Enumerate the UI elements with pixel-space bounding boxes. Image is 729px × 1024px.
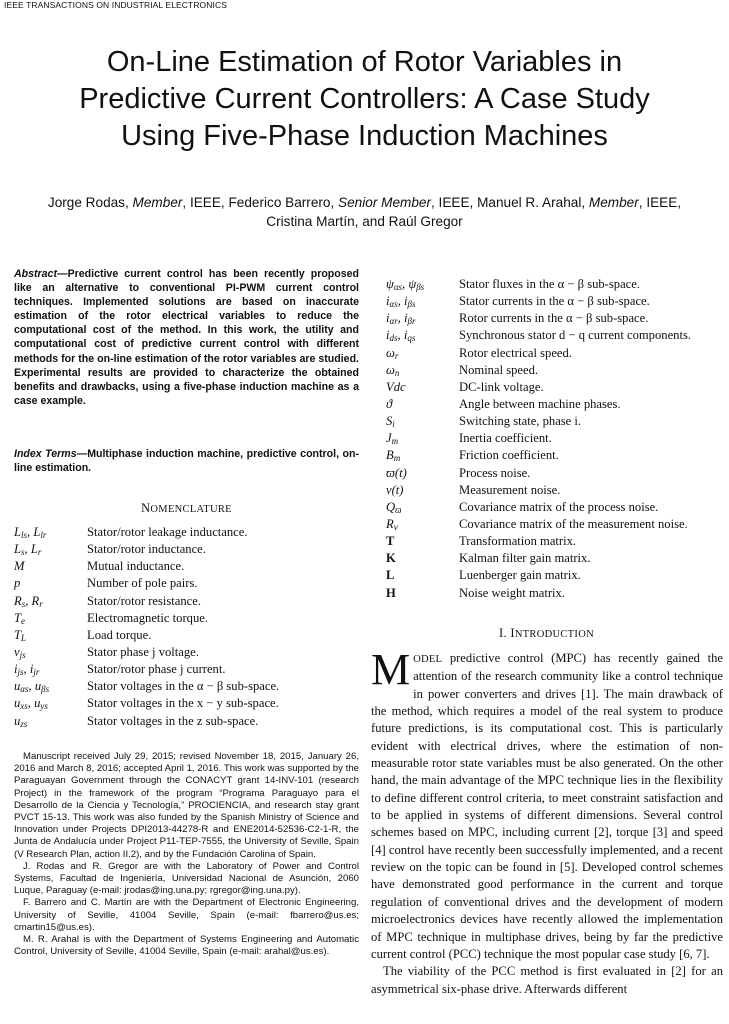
- footnote-paragraph: M. R. Arahal is with the Department of Systems Engineering and Automatic Control, University of Seville, 41004 Seville, Spain (e-mail: arahal@us.es).: [14, 934, 359, 958]
- nomenclature-entry: [386, 310, 722, 327]
- nomenclature-right-list: [386, 276, 722, 602]
- title-line: Predictive Current Controllers: A Case Study: [79, 83, 650, 115]
- nomenclature-entry: [386, 396, 722, 413]
- introduction-heading: [371, 626, 722, 641]
- nomenclature-symbol: $\psi_{\alpha s}$, $\psi_{\beta s}$: [386, 277, 425, 292]
- nomenclature-entry: [386, 276, 722, 293]
- author-list: [0, 193, 729, 231]
- nomenclature-symbol: $B_m$: [386, 448, 401, 464]
- nomenclature-symbol: $R_s$, $R_r$: [14, 593, 43, 609]
- nomenclature-description: Inertia coefficient.: [459, 431, 552, 446]
- author-segment: Member: [588, 195, 639, 210]
- nomenclature-symbol: T: [386, 534, 395, 549]
- nomenclature-entry: [386, 585, 722, 602]
- nomenclature-description: DC-link voltage.: [459, 379, 544, 394]
- nomenclature-entry: [386, 465, 722, 482]
- nomenclature-entry: [386, 447, 722, 464]
- author-line: [0, 193, 729, 212]
- nomenclature-entry: [14, 678, 359, 695]
- nomenclature-symbol: L: [386, 568, 395, 583]
- nomenclature-description: Noise weight matrix.: [459, 585, 565, 600]
- nomenclature-entry: [386, 345, 722, 362]
- footnote: [14, 751, 359, 958]
- nomenclature-description: Number of pole pairs.: [87, 576, 198, 591]
- nomenclature-description: Electromagnetic torque.: [87, 610, 208, 625]
- first-word: ODEL: [413, 654, 443, 665]
- nomenclature-symbol: $J_m$: [386, 431, 399, 447]
- paper-title: [0, 44, 729, 155]
- index-terms-label: Index Terms: [14, 448, 77, 460]
- nomenclature-entry: [386, 499, 722, 516]
- nomenclature-description: Covariance matrix of the measurement noise.: [459, 516, 688, 531]
- nomenclature-description: Transformation matrix.: [459, 534, 577, 549]
- author-segment: , IEEE, Manuel R. Arahal,: [430, 195, 589, 210]
- nomenclature-description: Load torque.: [87, 627, 152, 642]
- nomenclature-heading: [14, 501, 359, 516]
- abstract-text: —Predictive current control has been recently proposed like an alternative to conventional PI-PWM current control techniques. Implemented solutions are based on inaccurate estimation of the rotor electrical variables to reduce the computational cost of the method. In this work, the utility and computational cost of predictive current control with different methods for the on-line estimation of the rotor variables are studied. Experimental results are provided to characterize the obtained benefits and drawbacks, using a five-phase induction machine as a case example.: [14, 268, 359, 407]
- nomenclature-entry: [386, 362, 722, 379]
- nomenclature-description: Covariance matrix of the process noise.: [459, 499, 659, 514]
- nomenclature-description: Stator voltages in the α − β sub-space.: [87, 679, 280, 694]
- footnote-paragraph: F. Barrero and C. Martín are with the Department of Electronic Engineering, University of Seville, 41004 Seville, Spain (e-mail: fbarrero@us.es; cmartin15@us.es).: [14, 897, 359, 933]
- nomenclature-description: Stator voltages in the x − y sub-space.: [87, 696, 279, 711]
- nomenclature-description: Stator voltages in the z sub-space.: [87, 713, 259, 728]
- nomenclature-symbol: $i_{js}$, $i_{jr}$: [14, 662, 40, 678]
- nomenclature-entry: [14, 575, 359, 592]
- running-head: IEEE TRANSACTIONS ON INDUSTRIAL ELECTRONICS: [4, 0, 227, 10]
- intro-paragraph: The viability of the PCC method is first evaluated in [2] for an asymmetrical six-phase drive. Afterwards different: [371, 964, 723, 996]
- nomenclature-symbol: $u_{\alpha s}$, $u_{\beta s}$: [14, 679, 50, 695]
- introduction-body: [371, 645, 723, 998]
- nomenclature-symbol: p: [14, 576, 21, 591]
- nomenclature-entry: [386, 516, 722, 533]
- intro-paragraph: [371, 645, 723, 963]
- nomenclature-entry: [14, 644, 359, 661]
- nomenclature-symbol: $\omega_n$: [386, 362, 400, 378]
- nomenclature-entry: [14, 558, 359, 575]
- nomenclature-entry: [386, 482, 722, 499]
- nomenclature-description: Stator fluxes in the α − β sub-space.: [459, 277, 640, 291]
- dropcap: M: [371, 645, 411, 694]
- nomenclature-description: Nominal speed.: [459, 362, 539, 377]
- nomenclature-description: Mutual inductance.: [87, 559, 185, 574]
- nomenclature-entry: [386, 293, 722, 310]
- nomenclature-symbol: $v_{js}$: [14, 644, 26, 660]
- nomenclature-symbol: $R_\nu$: [386, 516, 398, 532]
- nomenclature-entry: [386, 430, 722, 447]
- nomenclature-symbol: $L_s$, $L_r$: [14, 542, 42, 558]
- nomenclature-description: Friction coefficient.: [459, 448, 559, 463]
- nomenclature-entry: [386, 567, 722, 584]
- nomenclature-symbol: $\omega_r$: [386, 345, 399, 361]
- nomenclature-symbol: $S_i$: [386, 414, 395, 430]
- nomenclature-description: Kalman filter gain matrix.: [459, 551, 591, 566]
- nomenclature-symbol: $i_{\alpha r}$, $i_{\beta r}$: [386, 311, 416, 327]
- nomenclature-description: Luenberger gain matrix.: [459, 568, 581, 583]
- nomenclature-description: Measurement noise.: [459, 482, 561, 497]
- nomenclature-symbol: $Q_ϖ$: [386, 499, 402, 515]
- nomenclature-entry: [14, 661, 359, 678]
- nomenclature-entry: [14, 713, 359, 730]
- nomenclature-symbol: Vdc: [386, 379, 406, 394]
- nomenclature-symbol: ϑ: [386, 396, 393, 411]
- nomenclature-symbol: $i_{\alpha s}$, $i_{\beta s}$: [386, 294, 416, 310]
- nomenclature-symbol: $i_{ds}$, $i_{qs}$: [386, 328, 416, 344]
- nomenclature-description: Stator currents in the α − β sub-space.: [459, 294, 650, 309]
- heading-initial: I: [510, 626, 515, 640]
- nomenclature-symbol: $u_{xs}$, $u_{ys}$: [14, 696, 48, 712]
- author-segment: , IEEE,: [638, 195, 682, 210]
- index-terms-text: —Multiphase induction machine, predictive control, on-line estimation.: [14, 448, 360, 475]
- nomenclature-entry: [386, 327, 722, 344]
- nomenclature-description: Rotor currents in the α − β sub-space.: [459, 311, 649, 326]
- nomenclature-entry: [386, 550, 722, 567]
- nomenclature-entry: [386, 413, 722, 430]
- nomenclature-description: Angle between machine phases.: [459, 396, 621, 411]
- nomenclature-description: Switching state, phase i.: [459, 414, 582, 429]
- nomenclature-description: Stator/rotor phase j current.: [87, 662, 226, 677]
- nomenclature-entry: [14, 610, 359, 627]
- nomenclature-entry: [14, 593, 359, 610]
- nomenclature-description: Stator phase j voltage.: [87, 644, 199, 659]
- author-segment: Member: [132, 195, 183, 210]
- nomenclature-left-list: [14, 524, 359, 730]
- paragraph-text: predictive control (MPC) has recently gained the attention of the research community like a control technique in power converters and drives [1]. The main drawback of the method, which requires a model of the real system to produce future predictions, is its computational cost. This is particularly evident with electrical drives, where the estimation of non-measurable rotor state variables must be also generated. On the other hand, the main advantage of the MPC technique lies in the flexibility to define different control criteria, to meet constraint satisfaction and to be applied in systems of different dimensions. Several control schemes based on MPC, including current [2], torque [3] and speed [4] control have recently been successfully implemented, and a recent review on the topic can be found in [5]. Developed control schemes have demonstrated good performance in the current and torque regulation of conventional drives and the development of modern microelectronics devices have recently allowed the implementation of MPC technique in multiphase drives, being by far the predictive current control (PCC) technique the most popular case study [6, 7].: [371, 651, 723, 961]
- nomenclature-description: Stator/rotor resistance.: [87, 593, 202, 608]
- abstract-label: Abstract: [14, 268, 57, 280]
- heading-rest: NTRODUCTION: [514, 629, 594, 640]
- nomenclature-symbol: $T_L$: [14, 627, 27, 643]
- nomenclature-entry: [14, 695, 359, 712]
- nomenclature-description: Rotor electrical speed.: [459, 345, 572, 360]
- nomenclature-entry: [14, 627, 359, 644]
- nomenclature-symbol: $u_{zs}$: [14, 713, 28, 729]
- nomenclature-entry: [14, 541, 359, 558]
- footnote-paragraph: J. Rodas and R. Gregor are with the Laboratory of Power and Control Systems, Facultad de Ingeniería, Universidad Nacional de Asunción, 2060 Luque, Paraguay (e-mail: jrodas@ing.una.py; rgregor@ing.una.py).: [14, 860, 359, 897]
- nomenclature-symbol: ν(t): [386, 482, 404, 497]
- footnote-paragraph: Manuscript received July 29, 2015; revised November 18, 2015, January 26, 2016 and March 8, 2016; accepted April 1, 2016. This work was supported by the Paraguayan Government through the CONACYT grant 14-INV-101 (research Project) in the framework of the program “Programa Paraguayo para el Desarrollo de la Ciencia y Tecnología,” PROCIENCIA, and research stay grant PVCT 15-13. This work was also funded by the Spanish Ministry of Science and Innovation under Projects DPI2013-44278-R and ENE2014-52536-C2-1-R, the Junta de Andalucía under Project P11-TEP-7555, the University of Seville, Spain (V Research Plan, action II.2), and by the Fundación Carolina of Spain.: [14, 751, 359, 860]
- nomenclature-description: Process noise.: [459, 465, 531, 480]
- nomenclature-symbol: ϖ(t): [386, 465, 407, 480]
- nomenclature-entry: [14, 524, 359, 541]
- nomenclature-description: Stator/rotor leakage inductance.: [87, 525, 248, 539]
- nomenclature-description: Stator/rotor inductance.: [87, 542, 206, 557]
- nomenclature-entry: [386, 379, 722, 396]
- author-segment: , IEEE, Federico Barrero,: [182, 195, 339, 210]
- nomenclature-entry: [386, 533, 722, 550]
- abstract: [14, 267, 359, 408]
- nomenclature-description: Synchronous stator d − q current components.: [459, 328, 692, 343]
- nomenclature-symbol: $T_e$: [14, 610, 26, 626]
- nomenclature-symbol: K: [386, 551, 396, 566]
- author-segment: Senior Member: [338, 195, 431, 210]
- title-line: Using Five-Phase Induction Machines: [121, 120, 608, 152]
- author-segment: Jorge Rodas,: [47, 195, 133, 210]
- nomenclature-symbol: M: [14, 559, 25, 574]
- index-terms: [14, 447, 359, 475]
- heading-rest: OMENCLATURE: [150, 504, 232, 515]
- heading-initial: N: [141, 501, 151, 515]
- nomenclature-symbol: $L_{ls}$, $L_{lr}$: [14, 525, 47, 540]
- heading-number: I.: [499, 626, 511, 640]
- title-line: On-Line Estimation of Rotor Variables in: [106, 46, 623, 78]
- nomenclature-symbol: H: [386, 585, 396, 600]
- author-line: Cristina Martín, and Raúl Gregor: [266, 214, 463, 229]
